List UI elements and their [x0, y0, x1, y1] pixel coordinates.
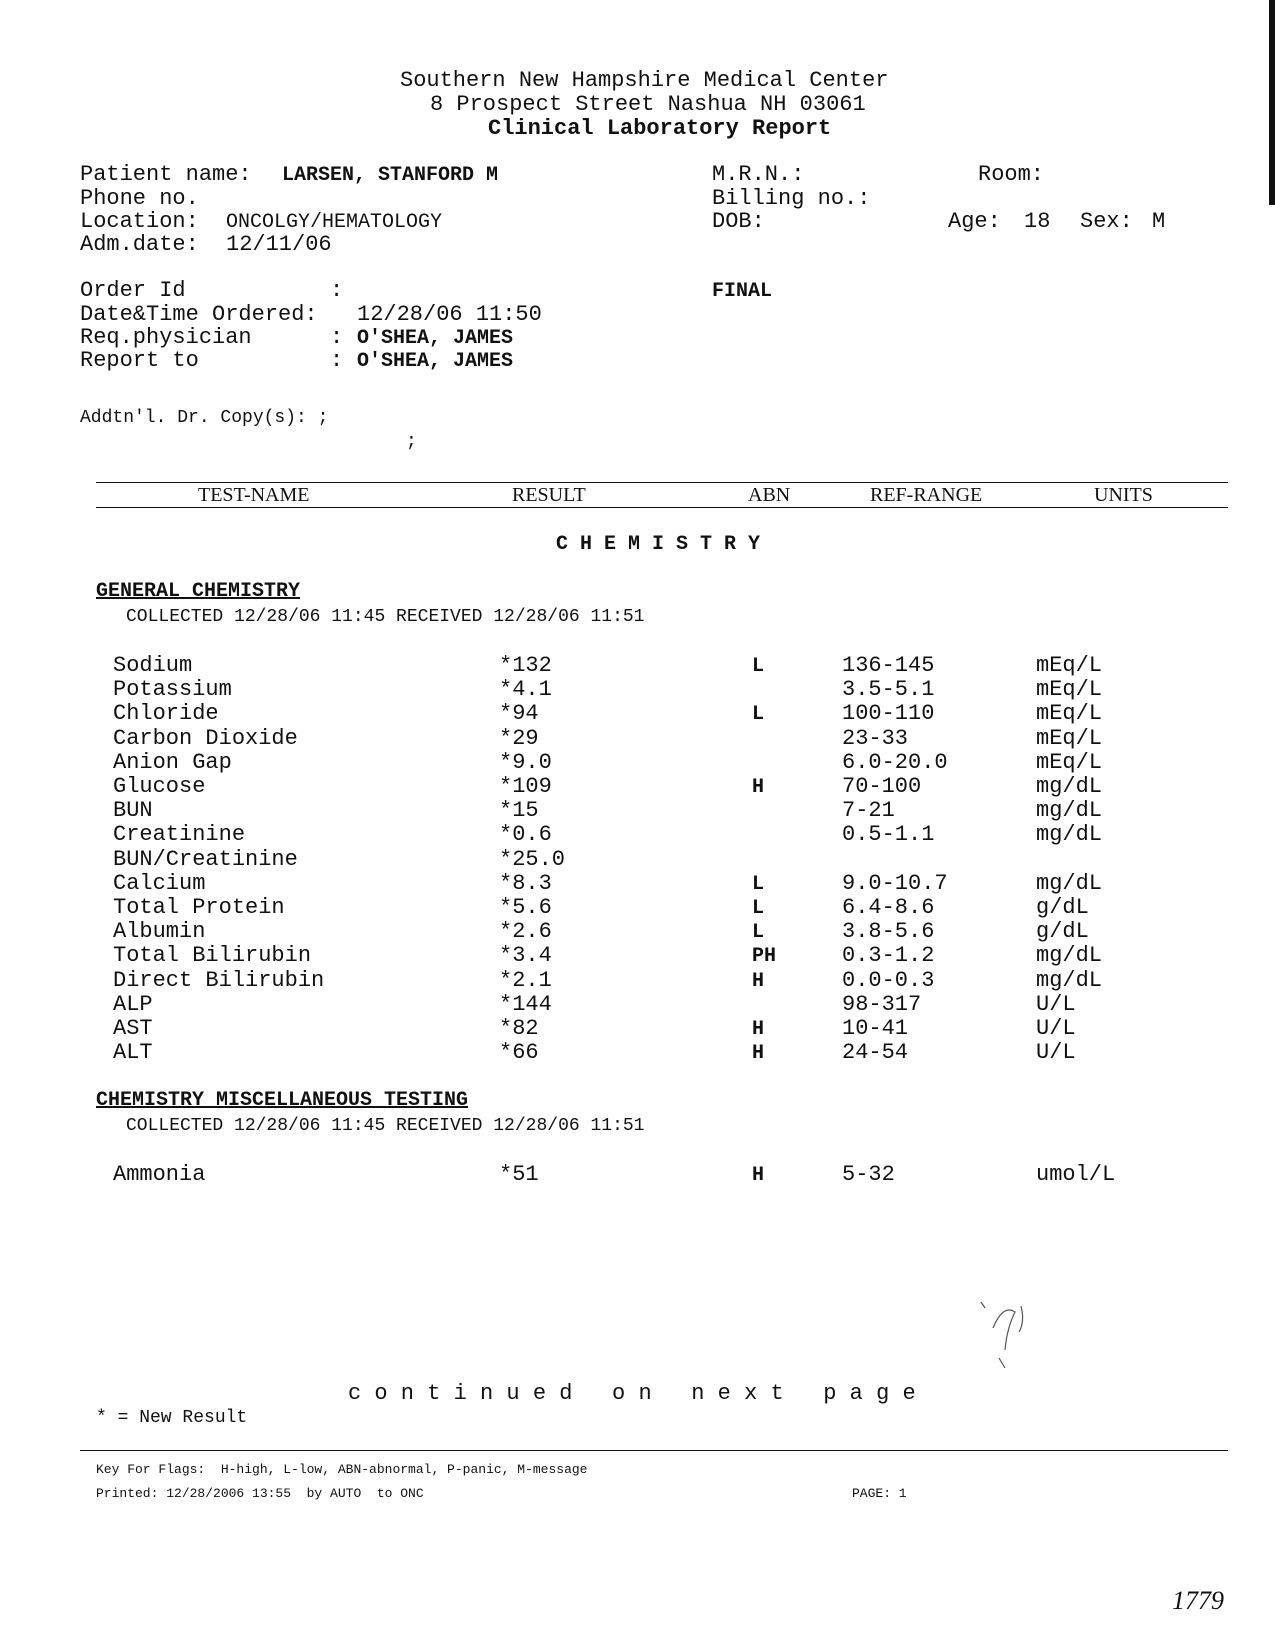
- test-name: Creatinine: [113, 822, 246, 848]
- test-name: Direct Bilirubin: [113, 967, 325, 993]
- test-units: mg/dL: [1036, 943, 1103, 969]
- test-units: mg/dL: [1036, 774, 1103, 799]
- test-units: g/dL: [1036, 895, 1089, 920]
- test-result: *8.3: [499, 870, 552, 896]
- reference-range: 6.4-8.6: [842, 895, 935, 920]
- col-ref-range: REF-RANGE: [870, 484, 983, 506]
- test-units: mEq/L: [1036, 653, 1103, 678]
- test-name: Anion Gap: [113, 749, 232, 775]
- initials-scribble: [975, 1298, 1055, 1378]
- test-units: mg/dL: [1036, 870, 1103, 896]
- reference-range: 3.8-5.6: [842, 919, 935, 945]
- test-result: *66: [499, 1040, 539, 1066]
- order-id-colon: :: [330, 278, 344, 303]
- abnormal-flag: L: [752, 921, 765, 945]
- room-label: Room:: [978, 162, 1045, 187]
- test-units: mg/dL: [1036, 822, 1103, 848]
- test-result: *109: [499, 774, 552, 799]
- hospital-name: Southern New Hampshire Medical Center: [400, 68, 889, 93]
- abnormal-flag: L: [752, 872, 765, 896]
- test-name: Ammonia: [113, 1162, 206, 1187]
- col-abn: ABN: [748, 484, 791, 506]
- reference-range: 0.0-0.3: [842, 967, 935, 993]
- test-result: *15: [499, 798, 539, 824]
- datetime-ordered-value: 12/28/06 11:50: [357, 302, 542, 327]
- page-number: PAGE: 1: [852, 1486, 907, 1501]
- test-name: Chloride: [113, 701, 219, 727]
- test-name: Total Bilirubin: [113, 943, 312, 969]
- age-label: Age:: [948, 209, 1001, 234]
- abnormal-flag: H: [752, 776, 765, 799]
- reference-range: 98-317: [842, 991, 922, 1017]
- test-name: BUN/Creatinine: [113, 846, 298, 872]
- additional-copies-semicolon: ;: [406, 432, 417, 452]
- abnormal-flag: H: [752, 1018, 765, 1041]
- col-test-name: TEST-NAME: [198, 484, 310, 506]
- report-to-value: O'SHEA, JAMES: [357, 350, 514, 373]
- abnormal-flag: L: [752, 655, 765, 678]
- test-name: ALP: [113, 991, 153, 1017]
- additional-copies-label: Addtn'l. Dr. Copy(s): ;: [80, 408, 329, 428]
- sex-value: M: [1152, 209, 1166, 234]
- printed-line: Printed: 12/28/2006 13:55 by AUTO to ONC: [96, 1486, 424, 1501]
- test-name: Sodium: [113, 653, 193, 678]
- test-units: mg/dL: [1036, 798, 1103, 824]
- new-result-key: * = New Result: [96, 1408, 248, 1428]
- abnormal-flag: L: [752, 703, 765, 727]
- department-heading: C H E M I S T R Y: [556, 533, 761, 556]
- report-to-label: Report to: [80, 348, 199, 373]
- collected-received: COLLECTED 12/28/06 11:45 RECEIVED 12/28/06 11:51: [126, 607, 645, 627]
- table-header-bottom-rule: [96, 507, 1228, 508]
- col-result: RESULT: [512, 484, 586, 506]
- test-units: mEq/L: [1036, 701, 1103, 727]
- sex-label: Sex:: [1080, 209, 1133, 234]
- report-to-colon: :: [330, 348, 344, 373]
- section-title: CHEMISTRY MISCELLANEOUS TESTING: [96, 1089, 469, 1112]
- test-units: g/dL: [1036, 919, 1089, 945]
- test-name: ALT: [113, 1040, 153, 1066]
- test-units: mEq/L: [1036, 677, 1103, 703]
- test-name: Glucose: [113, 774, 206, 799]
- reference-range: 0.3-1.2: [842, 943, 935, 969]
- req-physician-label: Req.physician: [80, 325, 252, 350]
- test-name: BUN: [113, 798, 153, 824]
- req-physician-colon: :: [330, 325, 344, 350]
- test-result: *94: [499, 701, 539, 727]
- reference-range: 6.0-20.0: [842, 749, 948, 775]
- reference-range: 24-54: [842, 1040, 909, 1066]
- test-name: AST: [113, 1016, 153, 1041]
- reference-range: 5-32: [842, 1162, 895, 1187]
- abnormal-flag: L: [752, 897, 765, 920]
- test-units: mEq/L: [1036, 749, 1103, 775]
- test-name: Potassium: [113, 677, 232, 703]
- dob-label: DOB:: [712, 209, 765, 234]
- test-units: U/L: [1036, 991, 1076, 1017]
- billing-label: Billing no.:: [712, 186, 871, 211]
- test-result: *9.0: [499, 749, 552, 775]
- test-name: Albumin: [113, 919, 206, 945]
- test-result: *51: [499, 1162, 539, 1187]
- adm-date-label: Adm.date:: [80, 232, 199, 257]
- age-value: 18: [1024, 209, 1051, 234]
- order-id-label: Order Id: [80, 278, 186, 303]
- footer-rule: [80, 1450, 1228, 1451]
- report-status: FINAL: [712, 280, 773, 303]
- section-title: GENERAL CHEMISTRY: [96, 580, 301, 603]
- reference-range: 9.0-10.7: [842, 870, 948, 896]
- patient-name-value: LARSEN, STANFORD M: [282, 164, 499, 187]
- test-name: Calcium: [113, 870, 206, 896]
- abnormal-flag: PH: [752, 945, 777, 969]
- test-units: U/L: [1036, 1040, 1076, 1066]
- test-name: Total Protein: [113, 895, 285, 920]
- test-name: Carbon Dioxide: [113, 725, 298, 751]
- collected-received: COLLECTED 12/28/06 11:45 RECEIVED 12/28/06 11:51: [126, 1116, 645, 1136]
- reference-range: 7-21: [842, 798, 895, 824]
- test-result: *29: [499, 725, 539, 751]
- reference-range: 136-145: [842, 653, 935, 678]
- abnormal-flag: H: [752, 1164, 765, 1187]
- report-title: Clinical Laboratory Report: [488, 116, 832, 141]
- location-value: ONCOLGY/HEMATOLOGY: [226, 211, 443, 234]
- test-result: *132: [499, 653, 552, 678]
- datetime-ordered-label: Date&Time Ordered:: [80, 302, 318, 327]
- reference-range: 0.5-1.1: [842, 822, 935, 848]
- test-result: *82: [499, 1016, 539, 1041]
- test-result: *4.1: [499, 677, 552, 703]
- hospital-address: 8 Prospect Street Nashua NH 03061: [430, 92, 866, 117]
- reference-range: 3.5-5.1: [842, 677, 935, 703]
- req-physician-value: O'SHEA, JAMES: [357, 327, 514, 350]
- test-result: *2.1: [499, 967, 552, 993]
- abnormal-flag: H: [752, 969, 765, 993]
- test-units: mg/dL: [1036, 967, 1103, 993]
- reference-range: 10-41: [842, 1016, 909, 1041]
- test-result: *2.6: [499, 919, 552, 945]
- patient-name-label: Patient name:: [80, 162, 252, 187]
- continued-notice: c o n t i n u e d o n n e x t p a g e: [348, 1381, 916, 1406]
- adm-date-value: 12/11/06: [226, 232, 332, 257]
- test-units: umol/L: [1036, 1162, 1116, 1187]
- reference-range: 70-100: [842, 774, 922, 799]
- table-header-top-rule: [96, 482, 1228, 483]
- test-units: U/L: [1036, 1016, 1076, 1041]
- test-result: *0.6: [499, 822, 552, 848]
- test-result: *5.6: [499, 895, 552, 920]
- reference-range: 23-33: [842, 725, 909, 751]
- handwritten-page-number: 1779: [1172, 1586, 1224, 1615]
- col-units: UNITS: [1094, 484, 1153, 506]
- test-result: *144: [499, 991, 552, 1017]
- reference-range: 100-110: [842, 701, 935, 727]
- phone-label: Phone no.: [80, 186, 199, 211]
- test-result: *25.0: [499, 846, 566, 872]
- test-units: mEq/L: [1036, 725, 1103, 751]
- flags-key: Key For Flags: H-high, L-low, ABN-abnormal, P-panic, M-message: [96, 1462, 588, 1477]
- mrn-label: M.R.N.:: [712, 162, 805, 187]
- page-edge-mark: [1269, 0, 1275, 205]
- location-label: Location:: [80, 209, 199, 234]
- test-result: *3.4: [499, 943, 552, 969]
- abnormal-flag: H: [752, 1042, 765, 1066]
